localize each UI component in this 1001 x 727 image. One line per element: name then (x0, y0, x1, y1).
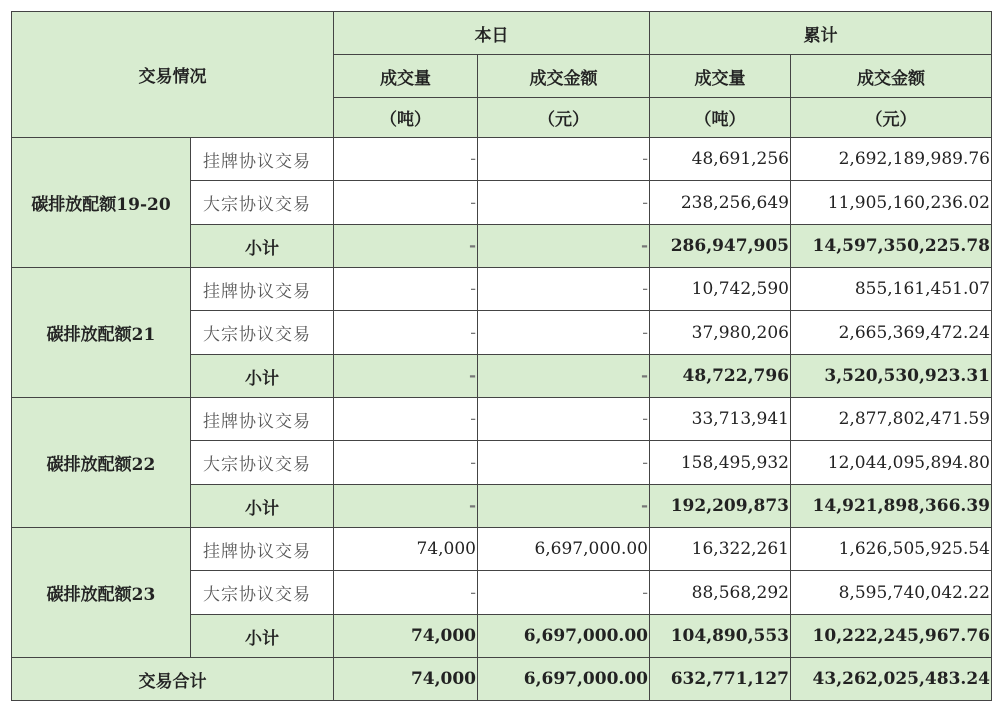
cell-cum-volume: 238,256,649 (650, 181, 791, 225)
trade-type-label: 大宗协议交易 (191, 441, 334, 485)
total-label: 交易合计 (12, 658, 334, 701)
cell-cum-amount: 14,921,898,366.39 (791, 485, 992, 528)
cell-cum-amount: 14,597,350,225.78 (791, 225, 992, 268)
header-today-amount-unit: （元） (478, 98, 650, 138)
cell-cum-volume: 37,980,206 (650, 311, 791, 355)
trade-type-label: 挂牌协议交易 (191, 268, 334, 311)
cell-cum-amount: 2,692,189,989.76 (791, 138, 992, 181)
cell-cum-volume: 88,568,292 (650, 571, 791, 615)
cell-today-amount: 6,697,000.00 (478, 528, 650, 571)
trade-type-label: 大宗协议交易 (191, 311, 334, 355)
trade-type-label: 挂牌协议交易 (191, 398, 334, 441)
header-cum-amount-unit: （元） (791, 98, 992, 138)
cell-cum-volume: 104,890,553 (650, 615, 791, 658)
cell-today-amount: - (478, 138, 650, 181)
header-cum-volume: 成交量 (650, 55, 791, 98)
cell-cum-volume: 48,691,256 (650, 138, 791, 181)
cell-today-volume: - (334, 398, 478, 441)
cell-cum-amount: 8,595,740,042.22 (791, 571, 992, 615)
total-cum-volume: 632,771,127 (650, 658, 791, 701)
cell-cum-volume: 33,713,941 (650, 398, 791, 441)
cell-cum-volume: 48,722,796 (650, 355, 791, 398)
quota-group-name: 碳排放配额23 (12, 528, 191, 658)
cell-today-amount: - (478, 398, 650, 441)
cell-today-amount: - (478, 225, 650, 268)
cell-cum-amount: 2,665,369,472.24 (791, 311, 992, 355)
cell-cum-amount: 3,520,530,923.31 (791, 355, 992, 398)
trade-type-label: 挂牌协议交易 (191, 528, 334, 571)
cell-cum-volume: 158,495,932 (650, 441, 791, 485)
cell-today-amount: - (478, 355, 650, 398)
table-row (12, 268, 992, 311)
header-today-volume: 成交量 (334, 55, 478, 98)
quota-group-name: 碳排放配额21 (12, 268, 191, 398)
table-row (12, 528, 992, 571)
total-cum-amount: 43,262,025,483.24 (791, 658, 992, 701)
cell-today-volume: - (334, 441, 478, 485)
trade-type-label: 大宗协议交易 (191, 181, 334, 225)
cell-cum-volume: 16,322,261 (650, 528, 791, 571)
cell-cum-volume: 286,947,905 (650, 225, 791, 268)
cell-today-volume: - (334, 485, 478, 528)
cell-today-volume: - (334, 225, 478, 268)
header-today-amount: 成交金额 (478, 55, 650, 98)
cell-today-volume: 74,000 (334, 615, 478, 658)
cell-today-amount: - (478, 571, 650, 615)
header-corner: 交易情况 (12, 12, 334, 138)
table-row (12, 138, 992, 181)
subtotal-label: 小计 (191, 355, 334, 398)
total-row (12, 658, 992, 701)
total-today-volume: 74,000 (334, 658, 478, 701)
cell-today-amount: - (478, 268, 650, 311)
cell-cum-amount: 11,905,160,236.02 (791, 181, 992, 225)
cell-today-volume: - (334, 138, 478, 181)
header-cumulative: 累计 (650, 12, 992, 55)
cell-cum-amount: 855,161,451.07 (791, 268, 992, 311)
cell-today-amount: - (478, 181, 650, 225)
header-cum-amount: 成交金额 (791, 55, 992, 98)
cell-today-volume: - (334, 268, 478, 311)
cell-cum-amount: 1,626,505,925.54 (791, 528, 992, 571)
cell-today-volume: - (334, 355, 478, 398)
cell-today-amount: 6,697,000.00 (478, 615, 650, 658)
trade-type-label: 挂牌协议交易 (191, 138, 334, 181)
header-today: 本日 (334, 12, 650, 55)
cell-cum-volume: 10,742,590 (650, 268, 791, 311)
quota-group-name: 碳排放配额19-20 (12, 138, 191, 268)
cell-today-volume: - (334, 181, 478, 225)
subtotal-label: 小计 (191, 485, 334, 528)
table-row (12, 398, 992, 441)
cell-cum-volume: 192,209,873 (650, 485, 791, 528)
cell-cum-amount: 12,044,095,894.80 (791, 441, 992, 485)
cell-today-amount: - (478, 485, 650, 528)
trade-type-label: 大宗协议交易 (191, 571, 334, 615)
header-today-volume-unit: （吨） (334, 98, 478, 138)
quota-group-name: 碳排放配额22 (12, 398, 191, 528)
total-today-amount: 6,697,000.00 (478, 658, 650, 701)
trading-summary-table (11, 11, 992, 701)
cell-today-amount: - (478, 311, 650, 355)
header-cum-volume-unit: （吨） (650, 98, 791, 138)
cell-today-volume: - (334, 311, 478, 355)
cell-today-volume: - (334, 571, 478, 615)
cell-today-amount: - (478, 441, 650, 485)
subtotal-label: 小计 (191, 225, 334, 268)
cell-cum-amount: 2,877,802,471.59 (791, 398, 992, 441)
cell-cum-amount: 10,222,245,967.76 (791, 615, 992, 658)
subtotal-label: 小计 (191, 615, 334, 658)
cell-today-volume: 74,000 (334, 528, 478, 571)
